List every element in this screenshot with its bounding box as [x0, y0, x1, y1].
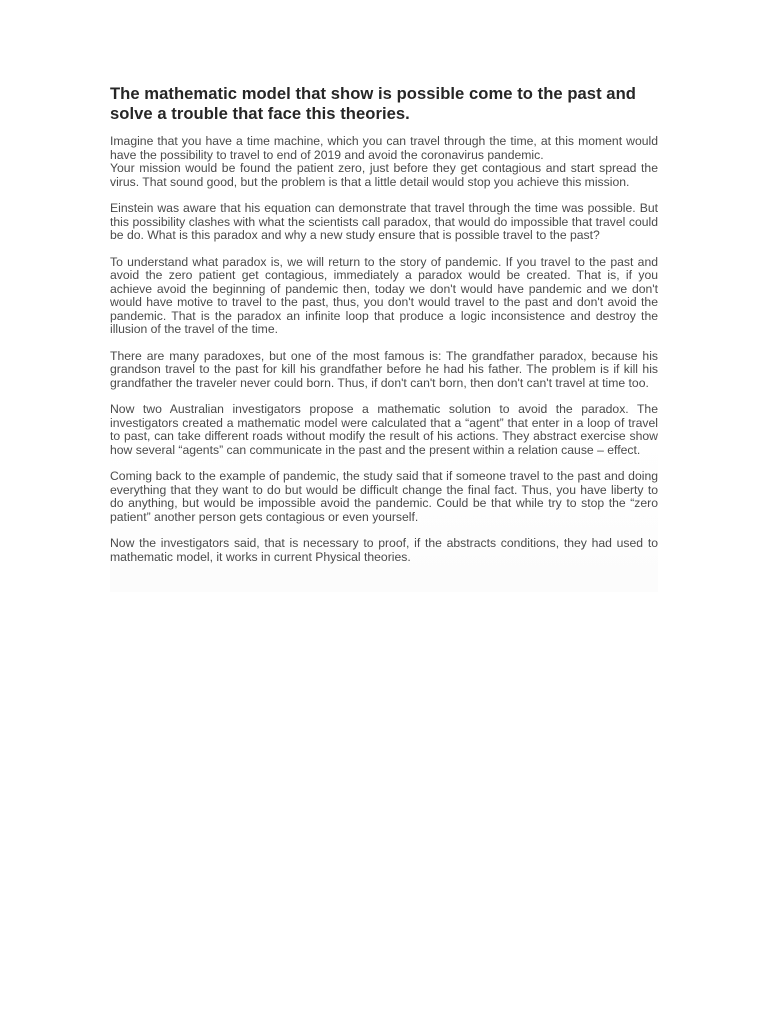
- paragraph-4-text: There are many paradoxes, but one of the most famous is: The grandfather paradox, because his grandson travel to the past for kill his grandfather before he had his father. The problem is if kill his grandfather the traveler never could born. Thus, if don't can't born, then don't can't travel at time too.: [110, 348, 658, 390]
- paragraph-2-text: Einstein was aware that his equation can demonstrate that travel through the time was possible. But this possibility clashes with what the scientists call paradox, that would do impossible that travel could be do. What is this paradox and why a new study ensure that is possible travel to the past?: [110, 201, 658, 242]
- paragraph-4: [110, 350, 658, 391]
- paragraph-6: [110, 470, 658, 524]
- paragraph-1-sentence-2: Your mission would be found the patient zero, just before they get contagious and start spread the virus. That sound good, but the problem is that a little detail would stop you achieve this mission.: [110, 161, 658, 189]
- paragraph-5: [110, 403, 658, 457]
- paragraph-6-text: Coming back to the example of pandemic, the study said that if someone travel to the past and doing everything that they want to do but would be difficult change the final fact. Thus, you have liberty to do anything, but would be impossible avoid the pandemic. Could be that while try to stop the “zero patient” another person gets contagious or even yourself.: [110, 469, 658, 524]
- paragraph-5-text: Now two Australian investigators propose a mathematic solution to avoid the paradox. The investigators created a mathematic model were calculated that a “agent” that enter in a loop of travel to past, can take different roads without modify the result of his actions. They abstract exercise show how several “agents” can communicate in the past and the present within a relation cause – effect.: [110, 402, 658, 457]
- paragraph-1: [110, 135, 658, 189]
- article: [110, 84, 658, 592]
- paragraph-2: [110, 202, 658, 243]
- paragraph-3-text: To understand what paradox is, we will return to the story of pandemic. If you travel to the past and avoid the zero patient get contagious, immediately a paradox would be created. That is, if you achieve avoid the beginning of pandemic then, today we don't would have pandemic and we don't would have motive to travel to the past, thus, you don't would travel to the past and don't avoid the pandemic. That is the paradox an infinite loop that produce a logic inconsistence and destroy the illusion of the travel of the time.: [110, 254, 658, 336]
- paragraph-1-sentence-1: Imagine that you have a time machine, which you can travel through the time, at this moment would have the possibility to travel to end of 2019 and avoid the coronavirus pandemic.: [110, 134, 658, 162]
- paragraph-3: [110, 256, 658, 337]
- article-title: The mathematic model that show is possible come to the past and solve a trouble that face this theories.: [110, 84, 636, 123]
- paragraph-7: [110, 537, 658, 564]
- paragraph-7-text: Now the investigators said, that is necessary to proof, if the abstracts conditions, they had used to mathematic model, it works in current Physical theories.: [110, 536, 658, 564]
